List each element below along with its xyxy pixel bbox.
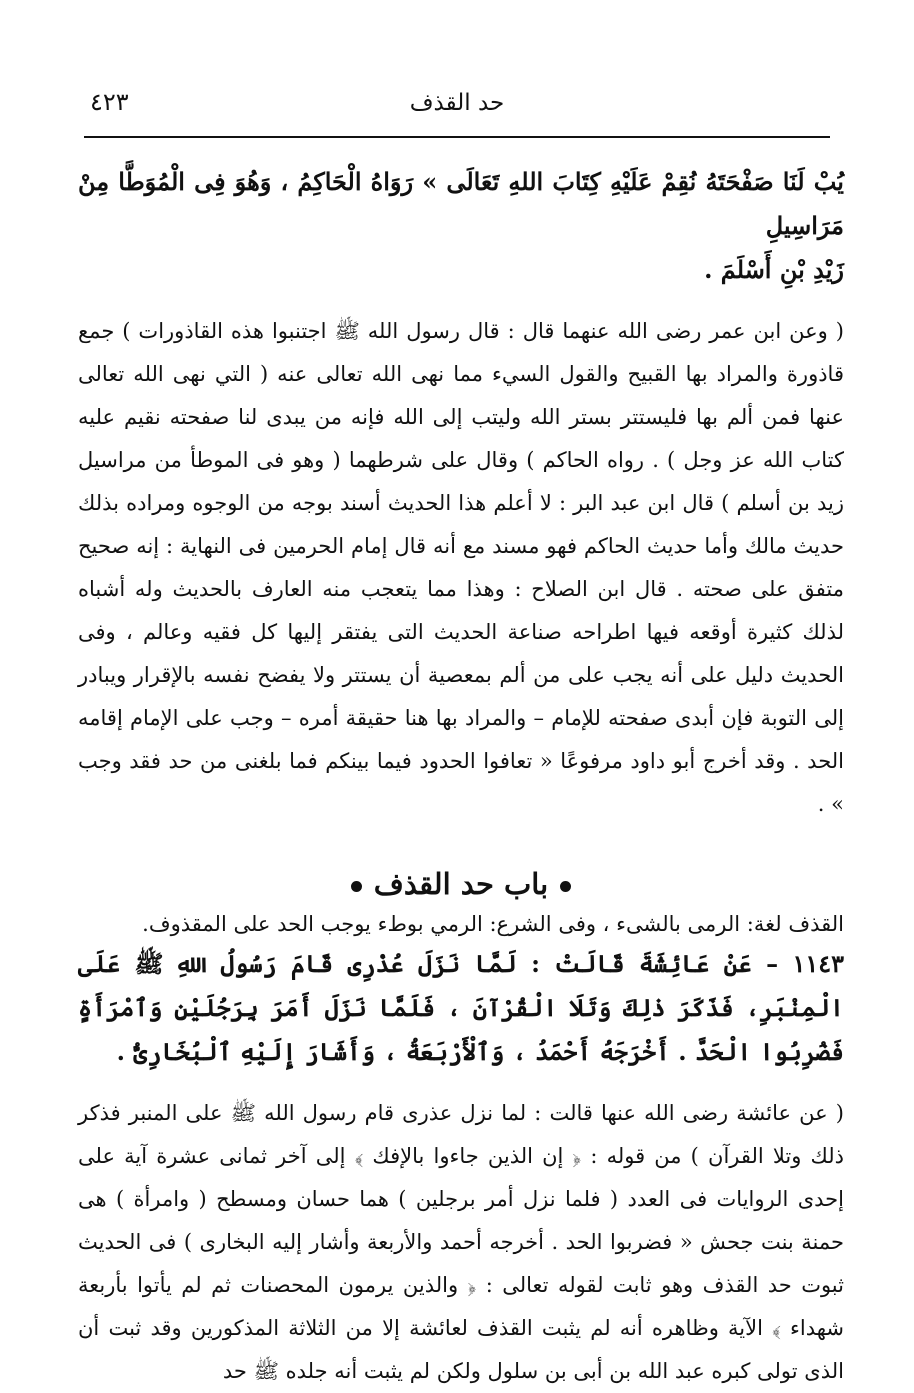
spacer xyxy=(78,292,844,310)
commentary-paragraph-1: ( وعن ابن عمر رضى الله عنهما قال : قال رسول الله ﷺ اجتنبوا هذه القاذورات ) جمع قاذورة والمراد بها القبيح والقول السيء مما نهى الله تعالى عنه ( التي نهى الله تعالى عنها فمن ألم بها فليستتر بستر الله وليتب إلى الله فإنه من يبدى لنا صفحته نقيم عليه كتاب الله عز وجل ) . رواه الحاكم ) وقال على شرطهما ( وهو فى الموطأ من مراسيل زيد بن أسلم ) قال ابن عبد البر : لا أعلم هذا الحديث أسند بوجه من الوجوه ومراده بذلك حديث مالك وأما حديث الحاكم فهو مسند مع أنه قال إمام الحرمين فى النهاية : إنه صحيح متفق على صحته . قال ابن الصلاح : وهذا مما يتعجب منه العارف بالحديث وله أشباه لذلك كثيرة أوقعه فيها اطراحه صناعة الحديث التى يفتقر إليها كل فقيه وعالم ، وفى الحديث دليل على أنه يجب على من ألم بمعصية أن يستتر ولا يفضح نفسه بالإقرار ويبادر إلى التوبة فإن أبدى صفحته للإمام – والمراد بها هنا حقيقة أمره – وجب على الإمام إقامه الحد . وقد أخرج أبو داود مرفوعًا « تعافوا الحدود فيما بينكم فما بلغنى من حد فقد وجب » . xyxy=(78,319,844,816)
hadith-continuation-line2: زَيْدِ بْنِ أَسْلَمَ . xyxy=(704,255,844,284)
page-header xyxy=(84,82,830,138)
hadith-continuation-line1: يُبْ لَنَا صَفْحَتَهُ نُقِمْ عَلَيْهِ كِتَابَ اللهِ تَعَالَى » رَوَاهُ الْحَاكِمُ ، وَهُوَ فِى الْمُوَطَّا مِنْ مَرَاسِيلِ xyxy=(78,167,844,240)
hadith-1143: ١١٤٣ – عَنْ عَائِشَةَ قَالَتْ : لَمَّا نَزَلَ عُذْرِى قَامَ رَسُولُ اللهِ ﷺ عَلَى الْمِنْبَرِ، فَذَكَرَ ذٰلِكَ وَتَلَا الْقُرْآنَ ، فَلَمَّا نَزَلَ أَمَرَ بِرَجُلَيْنِ وَٱمْرَأَةٍ فَضُرِبُوا الْحَدَّ . أَخْرَجَهُ أَحْمَدُ ، وَٱلْأَرْبَعَةُ ، وَأَشَارَ إِلَيْهِ ٱلْبُخَارِىُّ . xyxy=(78,949,844,1066)
spacer xyxy=(78,1074,844,1092)
running-title: حد القذف xyxy=(409,90,505,116)
commentary-paragraph-2: ( عن عائشة رضى الله عنها قالت : لما نزل عذرى قام رسول الله ﷺ على المنبر فذكر ذلك وتلا القرآن ) من قوله : ﴿ إن الذين جاءوا بالإفك ﴾ إلى آخر ثمانى عشرة آية على إحدى الروايات فى العدد ( فلما نزل أمر برجلين ) هما حسان ومسطح ( وامرأة ) هى حمنة بنت جحش « فضربوا الحد . أخرجه أحمد والأربعة وأشار إليه البخارى ) فى الحديث ثبوت حد القذف وهو ثابت لقوله تعالى : ﴿ والذين يرمون المحصنات ثم لم يأتوا بأربعة شهداء ﴾ الآية وظاهره أنه لم يثبت القذف لعائشة إلا من الثلاثة المذكورين وقد ثبت أن الذى تولى كبره عبد الله بن أبى بن سلول ولكن لم يثبت أنه جلده ﷺ حد xyxy=(78,1101,844,1383)
spacer xyxy=(78,826,844,862)
chapter-title: باب حد القذف xyxy=(373,867,549,901)
bullet-icon xyxy=(351,881,362,892)
bullet-icon xyxy=(560,881,571,892)
page-number: ٤٢٣ xyxy=(90,88,129,116)
chapter-heading xyxy=(78,862,844,906)
hadith-continuation xyxy=(78,160,844,292)
page-body xyxy=(78,160,844,1393)
definition-line: القذف لغة: الرمى بالشىء ، وفى الشرع: الرمي بوطء يوجب الحد على المقذوف. xyxy=(142,912,844,936)
